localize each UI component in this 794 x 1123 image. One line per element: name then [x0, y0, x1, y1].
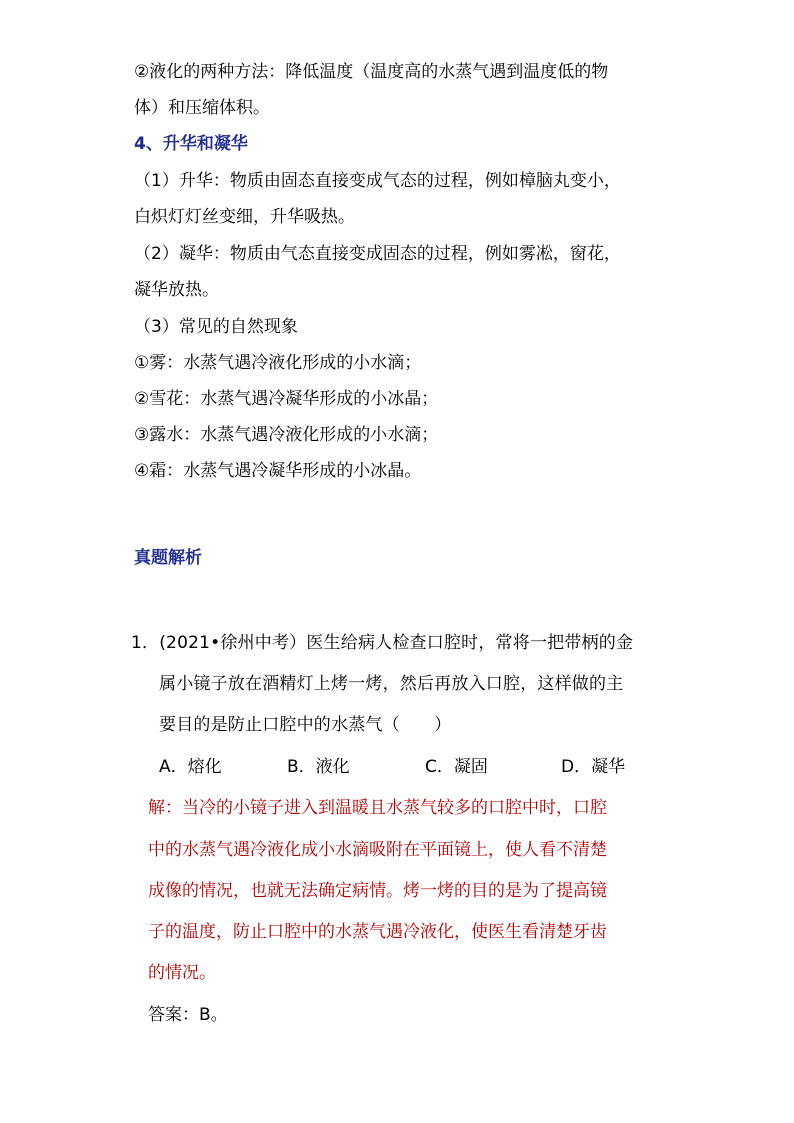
option-c: C．凝固 — [425, 757, 488, 777]
answer-line: 答案：B。 — [148, 1005, 228, 1025]
phenomenon-frost: ④霜：水蒸气遇冷凝华形成的小冰晶。 — [134, 461, 422, 481]
sublimation-definition-line1: （1）升华：物质由固态直接变成气态的过程，例如樟脑丸变小， — [134, 171, 621, 191]
liquefaction-methods-line1: ②液化的两种方法：降低温度（温度高的水蒸气遇到温度低的物 — [134, 62, 609, 82]
solution-line1: 解：当冷的小镜子进入到温暖且水蒸气较多的口腔中时，口腔 — [148, 798, 607, 818]
exam-section-heading: 真题解析 — [134, 548, 202, 568]
phenomenon-snow: ②雪花：水蒸气遇冷凝华形成的小冰晶； — [134, 389, 439, 409]
question-line2: 属小镜子放在酒精灯上烤一烤，然后再放入口腔，这样做的主 — [159, 674, 624, 694]
phenomenon-fog: ①雾：水蒸气遇冷液化形成的小水滴； — [134, 353, 422, 373]
solution-line4: 子的温度，防止口腔中的水蒸气遇冷液化，使医生看清楚牙齿 — [148, 922, 607, 942]
option-b: B．液化 — [287, 757, 350, 777]
deposition-definition-line1: （2）凝华：物质由气态直接变成固态的过程，例如雾凇，窗花， — [134, 244, 621, 264]
phenomenon-dew: ③露水：水蒸气遇冷液化形成的小水滴； — [134, 425, 439, 445]
solution-line2: 中的水蒸气遇冷液化成小水滴吸附在平面镜上，使人看不清楚 — [148, 840, 607, 860]
question-line1: 1．(2021•徐州中考）医生给病人检查口腔时，常将一把带柄的金 — [131, 633, 634, 653]
option-a: A．熔化 — [159, 757, 222, 777]
sublimation-definition-line2: 白炽灯灯丝变细，升华吸热。 — [134, 207, 355, 227]
phenomena-title: （3）常见的自然现象 — [134, 317, 298, 337]
deposition-definition-line2: 凝华放热。 — [134, 280, 219, 300]
solution-line3: 成像的情况，也就无法确定病情。烤一烤的目的是为了提高镜 — [148, 881, 607, 901]
section-heading-sublimation: 4、升华和凝华 — [134, 134, 248, 154]
option-d: D．凝华 — [561, 757, 626, 777]
question-line3: 要目的是防止口腔中的水蒸气（ ） — [159, 715, 452, 735]
liquefaction-methods-line2: 体）和压缩体积。 — [134, 98, 270, 118]
solution-line5: 的情况。 — [148, 963, 216, 983]
